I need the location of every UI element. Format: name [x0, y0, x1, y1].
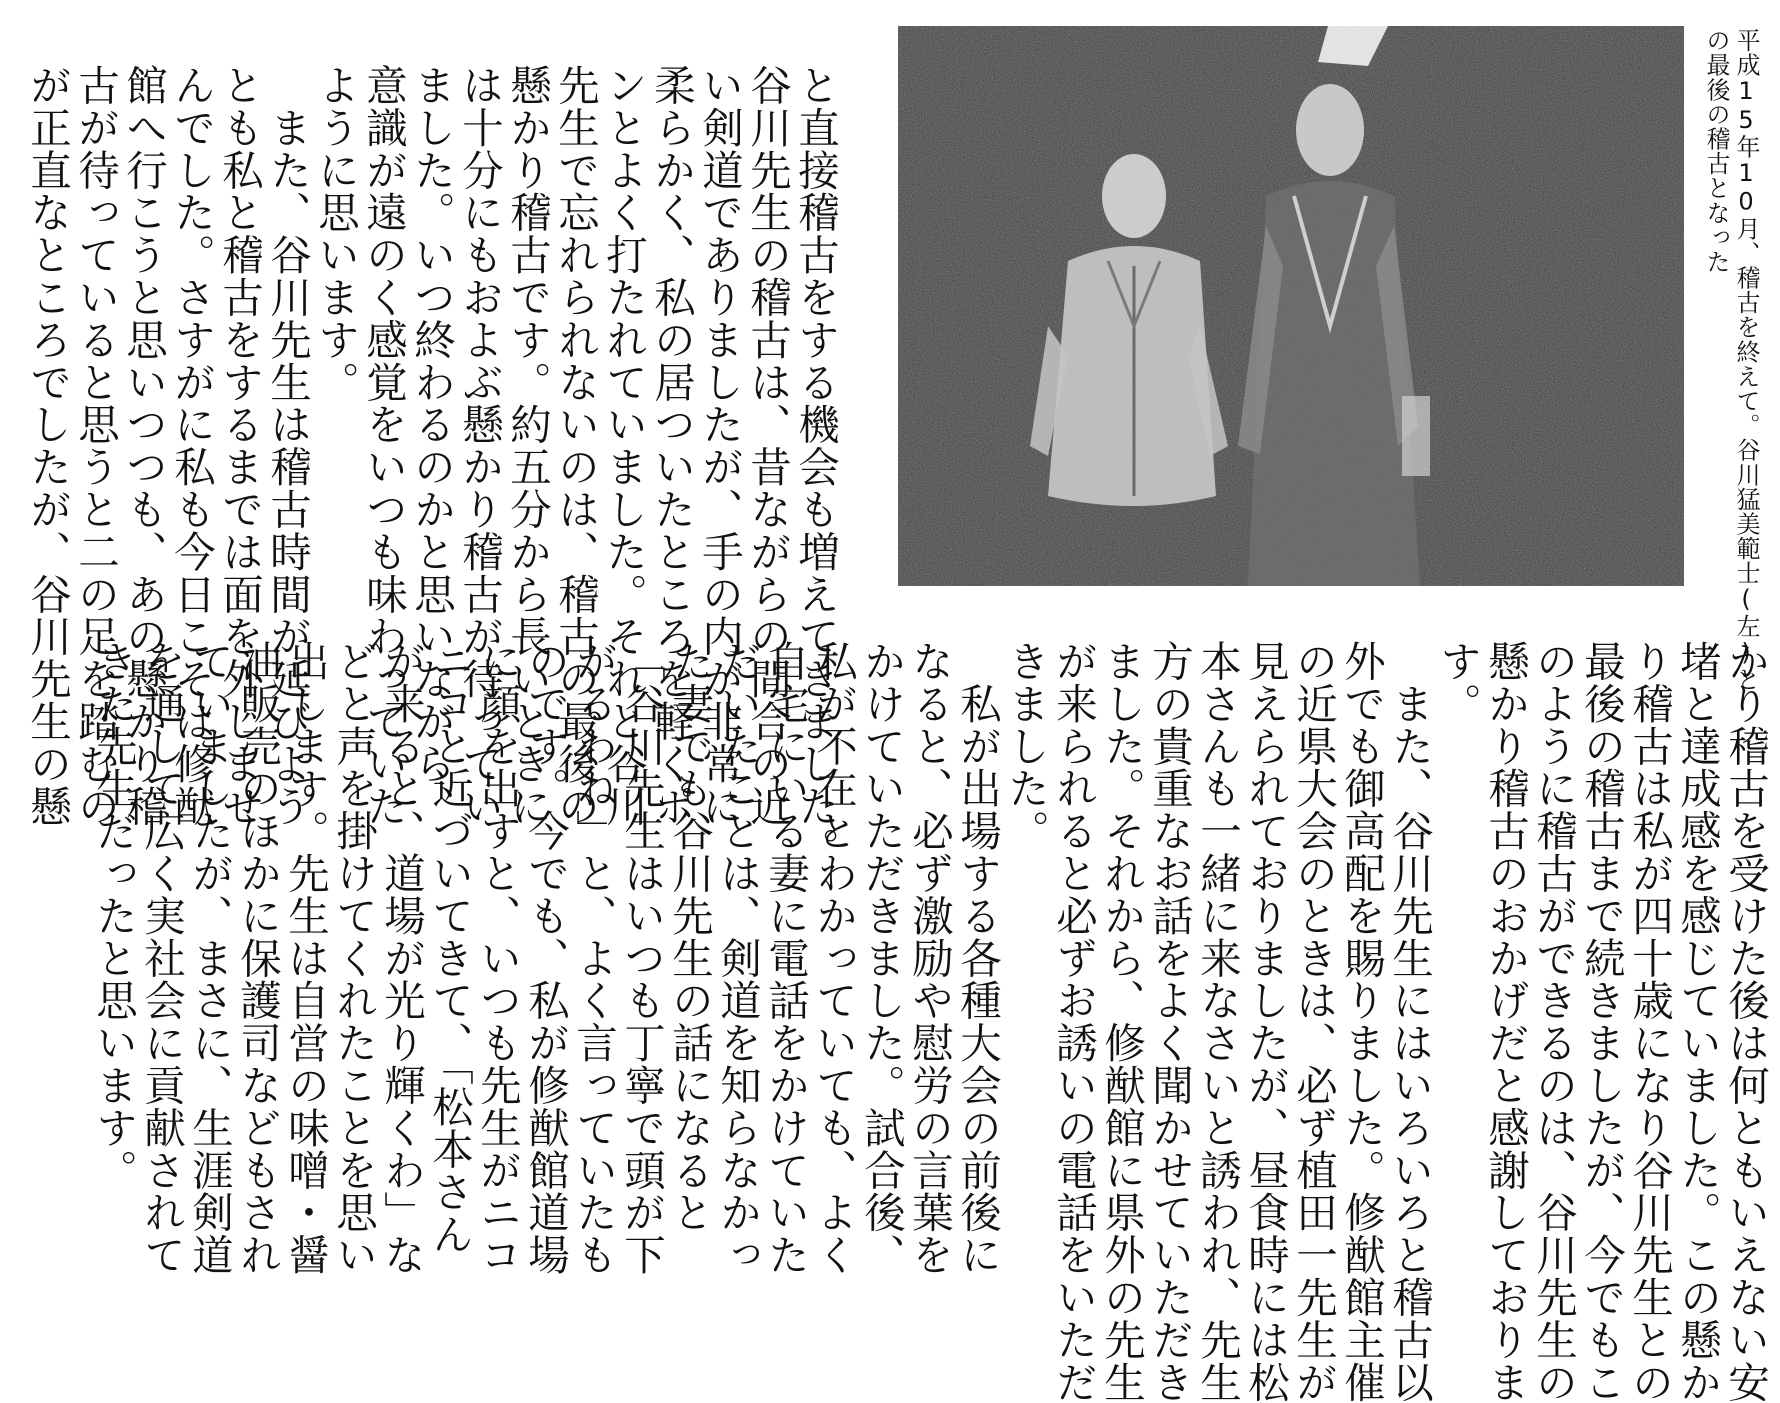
text-column: のように稽古ができるのは、谷川先生の [1529, 640, 1578, 1403]
text-column: がるわね」と、よく言っていたも [569, 640, 618, 1276]
text-column: ました。いつ終わるのかと思いながら、 [407, 64, 456, 828]
text-column: 先生で忘れられないのは、稽古の最後の [551, 64, 600, 828]
text-column: が正直なところでしたが、谷川先生の懸 [23, 64, 72, 828]
text-column: かり稽古を受けた後は何ともいえない安 [1721, 640, 1770, 1403]
text-column: ました。それから、修猷館に県外の先生 [1097, 640, 1146, 1403]
text-column: は十分にもおよぶ懸かり稽古が待ってい [455, 64, 504, 828]
text-column: 油販売のほかに保護司などもされ [233, 640, 282, 1276]
text-column: に顔を出すと、いつも先生がニコ [473, 640, 522, 1276]
text-column: た妻でも谷川先生の話になると [665, 640, 714, 1234]
text-column: 私が不在とわかっていても、よく [809, 640, 858, 1276]
text-column: きた先生だったと思います。 [89, 640, 138, 1192]
text-column: す。 [1433, 640, 1482, 725]
photo-caption-line-2: の最後の稽古となった [1702, 28, 1730, 274]
text-column: なると、必ず激励や慰労の言葉を [905, 640, 954, 1276]
photo-caption-line-1: 平成15年10月、稽古を終えて。谷川猛美範士(左)と [1732, 28, 1760, 692]
text-column: 懸かり稽古です。約五分から長いときに [503, 64, 552, 828]
text-column: 堵と達成感を感じていました。この懸か [1673, 640, 1722, 1403]
text-column: 出します。先生は自営の味噌・醤 [281, 640, 330, 1276]
text-column: い剣道でありましたが、手の内が非常に [695, 64, 744, 828]
text-column: 古が待っていると思うと二の足を踏むの [71, 64, 120, 828]
text-column: が来られると必ずお誘いの電話をいただ [1049, 640, 1098, 1403]
text-column: とも私と稽古をするまでは面を外しませ [215, 64, 264, 828]
text-column: 私が出場する各種大会の前後に [953, 640, 1002, 1276]
text-column: 館へ行こうと思いつつも、あの懸かり稽 [119, 64, 168, 828]
text-column: 自宅にいる妻に電話をかけていた [761, 640, 810, 1276]
text-column: 最後の稽古まで続きましたが、今でもこ [1577, 640, 1626, 1403]
text-column: ニコと近づいてきて、「松本さん [425, 640, 474, 1256]
text-column: 意識が遠のく感覚をいつも味わっていた [359, 64, 408, 828]
text-column: 見えられておりましたが、昼食時には松 [1241, 640, 1290, 1403]
text-column: が来ると、道場が光り輝くわ」な [377, 640, 426, 1276]
text-column: 懸かり稽古のおかげだと感謝しておりま [1481, 640, 1530, 1403]
text-column: と直接稽古をする機会も増えてきました。 [791, 64, 840, 870]
photo-image [898, 26, 1684, 586]
text-column: ように思います。 [311, 64, 360, 404]
text-column: ンとよく打たれていました。それと谷川 [599, 64, 648, 828]
text-column: 谷川先生の稽古は、昔ながらの間合の近 [743, 64, 792, 828]
text-column: の近県大会のときは、必ず植田一先生が [1289, 640, 1338, 1403]
text-column: 外でも御高配を賜りました。修猷館主催 [1337, 640, 1386, 1403]
text-column: きました。 [1001, 640, 1050, 852]
text-column: だいたことは、剣道を知らなかっ [713, 640, 762, 1276]
text-column: んでした。さすがに私も今日こそは修猷 [167, 64, 216, 828]
text-column: かけていただきました。試合後、 [857, 640, 906, 1276]
text-column: 方の貴重なお話をよく聞かせていただき [1145, 640, 1194, 1403]
text-column: どと声を掛けてくれたことを思い [329, 640, 378, 1276]
text-column: 本さんも一緒に来なさいと誘われ、先生 [1193, 640, 1242, 1403]
text-column: また、谷川先生にはいろいろと稽古以 [1385, 640, 1434, 1403]
text-column: のです。今でも、私が修猷館道場 [521, 640, 570, 1276]
photo [898, 26, 1684, 586]
text-column: また、谷川先生は稽古時間が延びよう [263, 64, 312, 828]
text-column: 柔らかく、私の居ついたところを軽くポ [647, 64, 696, 828]
text-column: り稽古は私が四十歳になり谷川先生との [1625, 640, 1674, 1403]
text-column: ていましたが、まさに、生涯剣道 [185, 640, 234, 1276]
text-column: 「谷川先生はいつも丁寧で頭が下 [617, 640, 666, 1276]
text-column: を通して広く実社会に貢献されて [137, 640, 186, 1276]
